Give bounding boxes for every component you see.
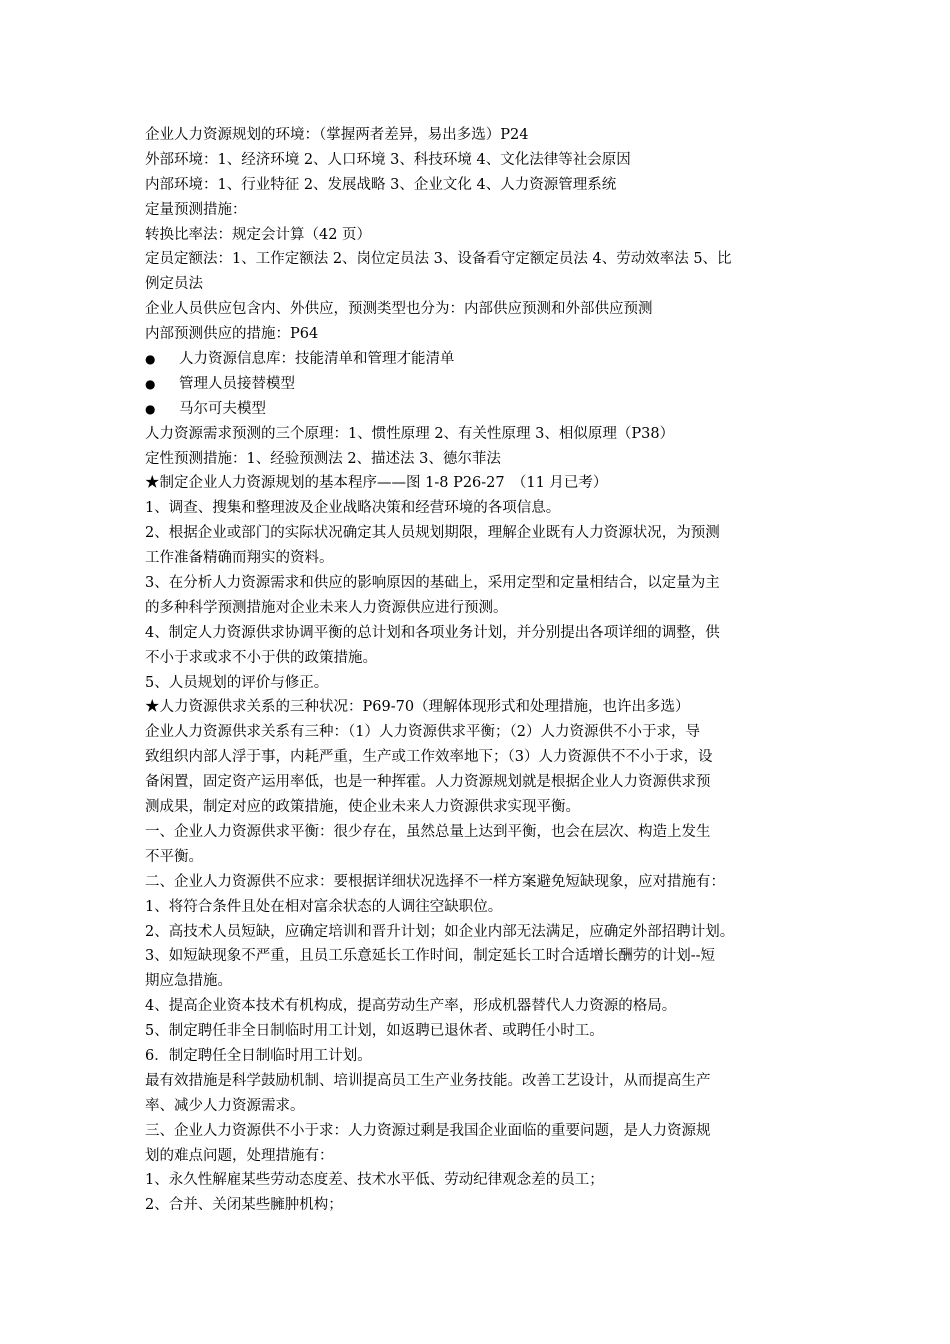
text-line: 1、调查、搜集和整理波及企业战略决策和经营环境的各项信息。	[145, 500, 561, 517]
text-line: 备闲置，固定资产运用率低，也是一种挥霍。人力资源规划就是根据企业人力资源供求预	[145, 774, 711, 791]
text-line: 三、企业人力资源供不小于求：人力资源过剩是我国企业面临的重要问题，是人力资源规	[145, 1122, 711, 1139]
text-line: 致组织内部人浮于事，内耗严重，生产或工作效率地下；（3）人力资源供不不小于求，设	[145, 749, 713, 766]
bullet-dot-icon: ●	[145, 401, 156, 416]
text-line: 定员定额法：1、工作定额法 2、岗位定员法 3、设备看守定额定员法 4、劳动效率法 5、比	[145, 251, 732, 268]
text-line: ★人力资源供求关系的三种状况：P69-70（理解体现形式和处理措施，也许出多选）	[145, 699, 690, 716]
bullet-list	[145, 347, 825, 422]
text-line: 4、制定人力资源供求协调平衡的总计划和各项业务计划，并分别提出各项详细的调整，供	[145, 624, 720, 641]
text-line: 2、合并、关闭某些臃肿机构；	[145, 1197, 343, 1214]
text-line: 企业人力资源供求关系有三种：（1）人力资源供求平衡；（2）人力资源供不小于求，导	[145, 724, 700, 741]
text-line: 划的难点问题，处理措施有：	[145, 1147, 334, 1164]
text-line: 5、人员规划的评价与修正。	[145, 674, 329, 691]
text-line: 6．制定聘任全日制临时用工计划。	[145, 1047, 372, 1064]
bullet-text: 马尔可夫模型	[179, 400, 266, 417]
text-line: 内部预测供应的措施：P64	[145, 326, 319, 343]
bullet-text: 管理人员接替模型	[179, 375, 295, 392]
text-line: 3、在分析人力资源需求和供应的影响原因的基础上，采用定型和定量相结合，以定量为主	[145, 575, 720, 592]
bullet-dot-icon: ●	[145, 376, 156, 391]
text-line: 3、如短缺现象不严重，且员工乐意延长工作时间，制定延长工时合适增长酬劳的计划--短	[145, 948, 716, 965]
bullet-item	[145, 397, 825, 422]
text-line: 转换比率法：规定会计算（42 页）	[145, 226, 372, 243]
text-line: 外部环境：1、经济环境 2、人口环境 3、科技环境 4、文化法律等社会原因	[145, 151, 631, 168]
text-block-environment	[145, 123, 825, 347]
text-line: 企业人力资源规划的环境：（掌握两者差异，易出多选）P24	[145, 127, 529, 143]
text-line: 不平衡。	[145, 848, 203, 865]
text-line: 工作准备精确而翔实的资料。	[145, 550, 334, 567]
text-line: 二、企业人力资源供不应求：要根据详细状况选择不一样方案避免短缺现象，应对措施有：	[145, 873, 725, 890]
text-line: 1、将符合条件且处在相对富余状态的人调往空缺职位。	[145, 898, 503, 915]
text-line: 例定员法	[145, 276, 203, 293]
document-body	[145, 123, 825, 1218]
text-line: 定性预测措施：1、经验预测法 2、描述法 3、德尔菲法	[145, 450, 501, 467]
text-line: ★制定企业人力资源规划的基本程序——图 1-8 P26-27 （11 月已考）	[145, 475, 608, 492]
bullet-item	[145, 347, 825, 372]
text-line: 定量预测措施：	[145, 201, 247, 218]
text-line: 2、根据企业或部门的实际状况确定其人员规划期限，理解企业既有人力资源状况，为预测	[145, 525, 720, 542]
text-line: 人力资源需求预测的三个原理：1、惯性原理 2、有关性原理 3、相似原理（P38）	[145, 425, 675, 442]
text-line: 企业人员供应包含内、外供应，预测类型也分为：内部供应预测和外部供应预测	[145, 301, 653, 318]
bullet-text: 人力资源信息库：技能清单和管理才能清单	[179, 351, 455, 368]
text-line: 的多种科学预测措施对企业未来人力资源供应进行预测。	[145, 599, 508, 616]
text-line: 内部环境：1、行业特征 2、发展战略 3、企业文化 4、人力资源管理系统	[145, 176, 617, 193]
text-line: 5、制定聘任非全日制临时用工计划，如返聘已退休者、或聘任小时工。	[145, 1023, 604, 1040]
text-block-procedures	[145, 422, 825, 1219]
text-line: 1、永久性解雇某些劳动态度差、技术水平低、劳动纪律观念差的员工；	[145, 1172, 604, 1189]
text-line: 2、高技术人员短缺，应确定培训和晋升计划；如企业内部无法满足，应确定外部招聘计划。	[145, 923, 735, 940]
text-line: 不小于求或求不小于供的政策措施。	[145, 649, 377, 666]
bullet-item	[145, 372, 825, 397]
text-line: 一、企业人力资源供求平衡：很少存在，虽然总量上达到平衡，也会在层次、构造上发生	[145, 823, 711, 840]
text-line: 期应急措施。	[145, 973, 232, 990]
text-line: 最有效措施是科学鼓励机制、培训提高员工生产业务技能。改善工艺设计，从而提高生产	[145, 1072, 711, 1089]
text-line: 率、减少人力资源需求。	[145, 1097, 305, 1114]
text-line: 4、提高企业资本技术有机构成，提高劳动生产率，形成机器替代人力资源的格局。	[145, 998, 677, 1015]
text-line: 测成果，制定对应的政策措施，使企业未来人力资源供求实现平衡。	[145, 799, 580, 816]
bullet-dot-icon: ●	[145, 352, 156, 367]
